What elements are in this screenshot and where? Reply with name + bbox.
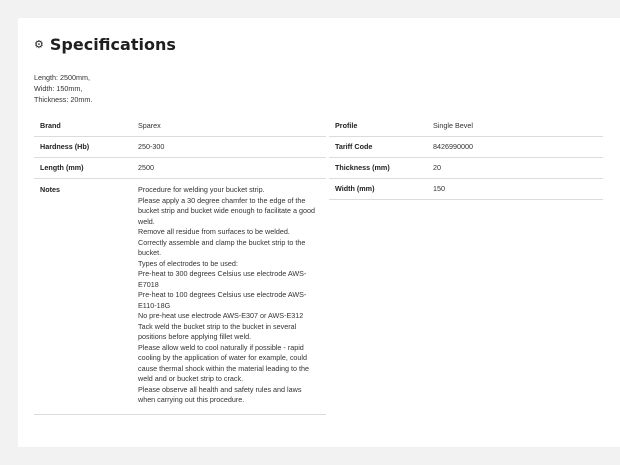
section-title-text: Specifications	[49, 35, 176, 54]
notes-text	[138, 179, 326, 415]
spec-value: Single Bevel	[433, 116, 603, 137]
spec-key: Thickness (mm)	[329, 158, 433, 179]
notes-line: No pre-heat use electrode AWS-E307 or AWS-E312	[138, 311, 304, 320]
spec-value: 150	[433, 179, 603, 200]
spec-value: 250-300	[138, 137, 326, 158]
gear-icon: ⚙	[34, 38, 44, 51]
spec-row-width	[329, 179, 603, 200]
section-title	[34, 35, 176, 54]
spec-row-brand	[34, 116, 326, 137]
spec-row-hardness	[34, 137, 326, 158]
spec-key: Brand	[34, 116, 138, 137]
spec-summary	[34, 72, 92, 105]
specifications-panel	[18, 18, 620, 447]
spec-row-length	[34, 158, 326, 179]
notes-line: Types of electrodes to be used:	[138, 258, 238, 268]
summary-width: Width: 150mm,	[34, 84, 83, 93]
spec-key: Tariff Code	[329, 137, 433, 158]
notes-line: Correctly assemble and clamp the bucket strip to the bucket.	[138, 237, 306, 257]
notes-line: Please observe all health and safety rules and laws when carrying out this procedure.	[138, 384, 302, 404]
spec-table-right	[329, 116, 603, 200]
notes-line: Remove all residue from surfaces to be welded.	[138, 227, 290, 236]
spec-value: 20	[433, 158, 603, 179]
notes-line: Please apply a 30 degree chamfer to the edge of the bucket strip and bucket wide enough to facilitate a good weld.	[138, 195, 316, 226]
notes-line: Pre-heat to 100 degrees Celsius use electrode AWS-E110-18G	[138, 290, 307, 310]
spec-key: Notes	[34, 179, 138, 415]
notes-line: Procedure for welding your bucket strip.	[138, 185, 265, 194]
spec-table-left	[34, 116, 326, 415]
spec-key: Hardness (Hb)	[34, 137, 138, 158]
spec-row-profile	[329, 116, 603, 137]
notes-line: Please allow weld to cool naturally if possible - rapid cooling by the application of water for example, could cause thermal shock within the material leading to the weld and or bucket strip to crack.	[138, 342, 309, 383]
spec-key: Width (mm)	[329, 179, 433, 200]
spec-key: Length (mm)	[34, 158, 138, 179]
spec-row-tariff-code	[329, 137, 603, 158]
spec-value: 8426990000	[433, 137, 603, 158]
notes-line: Tack weld the bucket strip to the bucket in several positions before applying fillet weld.	[138, 321, 297, 341]
summary-thickness: Thickness: 20mm.	[34, 95, 93, 104]
spec-value: 2500	[138, 158, 326, 179]
spec-row-thickness	[329, 158, 603, 179]
spec-value: Sparex	[138, 116, 326, 137]
summary-length: Length: 2500mm,	[34, 73, 90, 82]
notes-line: Pre-heat to 300 degrees Celsius use electrode AWS-E7018	[138, 269, 307, 289]
spec-row-notes	[34, 179, 326, 415]
spec-key: Profile	[329, 116, 433, 137]
